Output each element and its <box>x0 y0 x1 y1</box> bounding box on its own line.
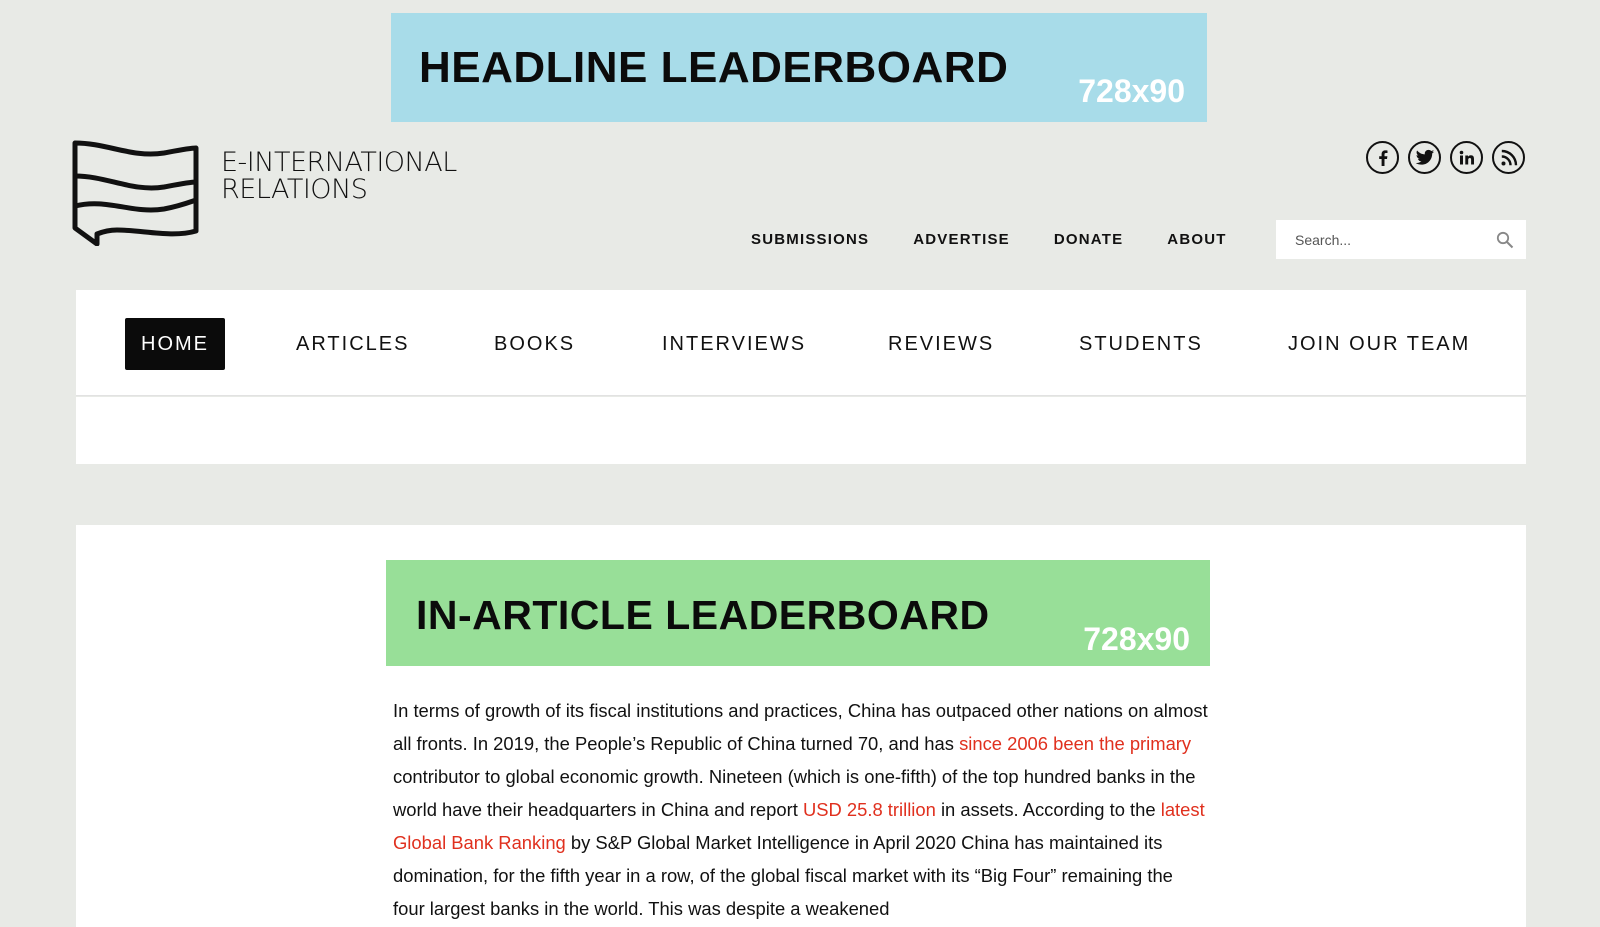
headline-leaderboard-ad[interactable] <box>391 13 1207 122</box>
wordmark-line-1: E-INTERNATIONAL <box>221 147 457 178</box>
main-nav <box>76 290 1526 396</box>
utility-nav <box>751 231 1271 248</box>
nav-item-students[interactable]: STUDENTS <box>1079 332 1203 355</box>
article-text: in assets. According to the <box>935 799 1161 820</box>
search-input[interactable] <box>1276 220 1486 259</box>
nav-item-interviews[interactable]: INTERVIEWS <box>662 332 807 355</box>
wordmark-line-2: RELATIONS <box>221 174 368 205</box>
search-box <box>1276 220 1526 259</box>
search-icon[interactable] <box>1496 231 1514 249</box>
ad-size-label: 728x90 <box>1083 621 1190 657</box>
in-article-leaderboard-ad[interactable] <box>386 560 1210 666</box>
twitter-icon[interactable] <box>1408 141 1441 174</box>
article-text: In terms of growth of its fiscal institutions and practices, China has outpaced other nations on almost all fronts. In 2019, the People’s Republic of China turned 70, and has <box>393 700 1208 754</box>
nav-item-reviews[interactable]: REVIEWS <box>888 332 995 355</box>
rss-icon[interactable] <box>1492 141 1525 174</box>
article-text: contributor to global economic growth. Nineteen (which is one-fifth) of the top hundred banks in the world have their headquarters in China and report <box>393 766 1196 820</box>
article-content <box>76 525 1526 927</box>
linkedin-icon[interactable] <box>1450 141 1483 174</box>
site-wordmark[interactable] <box>221 149 457 203</box>
article-text: by S&P Global Market Intelligence in April 2020 China has maintained its domination, for the fifth year in a row, of the global fiscal market with its “Big Four” remaining the four largest banks in the world. This was despite a weakened <box>393 832 1173 919</box>
ad-size-label: 728x90 <box>1078 73 1185 109</box>
ad-title: IN-ARTICLE LEADERBOARD <box>416 592 990 638</box>
article-link[interactable]: latest Global Bank Ranking <box>393 799 1205 853</box>
nav-subpanel <box>76 397 1526 464</box>
utility-link-about[interactable]: ABOUT <box>1167 231 1227 248</box>
nav-item-home[interactable]: HOME <box>125 318 225 370</box>
utility-link-submissions[interactable]: SUBMISSIONS <box>751 231 870 248</box>
article-link[interactable]: USD 25.8 trillion <box>802 799 936 820</box>
nav-item-books[interactable]: BOOKS <box>494 332 576 355</box>
facebook-icon[interactable] <box>1366 141 1399 174</box>
flag-logo-icon[interactable] <box>72 140 202 246</box>
utility-link-advertise[interactable]: ADVERTISE <box>913 231 1010 248</box>
ad-title: HEADLINE LEADERBOARD <box>419 43 1009 92</box>
article-link[interactable]: since 2006 been the primary <box>959 733 1192 754</box>
nav-item-articles[interactable]: ARTICLES <box>296 332 410 355</box>
social-links <box>1366 141 1525 174</box>
nav-item-join-our-team[interactable]: JOIN OUR TEAM <box>1288 332 1471 355</box>
utility-link-donate[interactable]: DONATE <box>1053 231 1124 248</box>
article-paragraph <box>393 694 1208 925</box>
